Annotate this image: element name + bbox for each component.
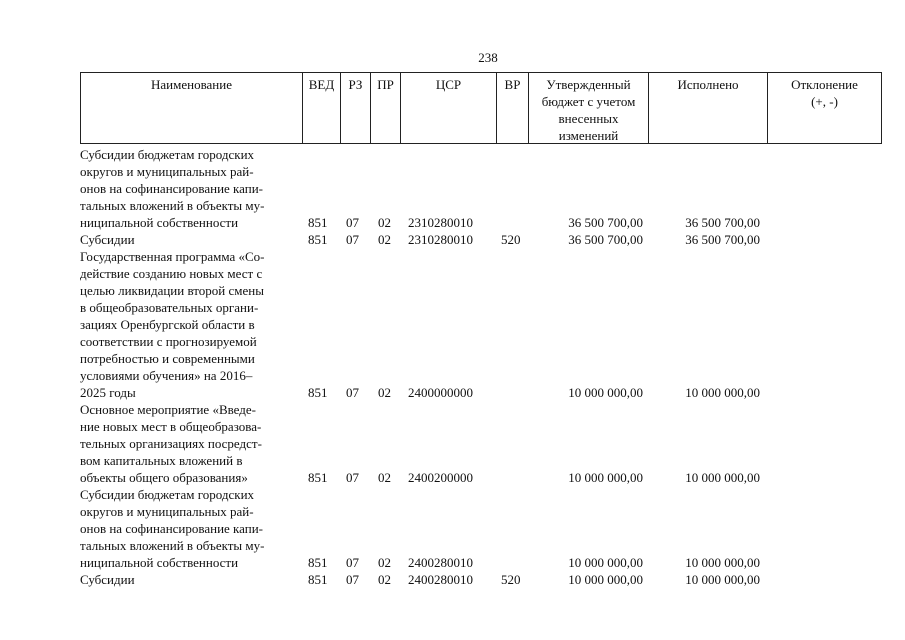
- row-pr: 02: [378, 572, 391, 587]
- row-vr: 520: [501, 572, 521, 587]
- row-csr: 2310280010: [408, 215, 473, 230]
- page-number: 238: [478, 50, 498, 65]
- header-name: Наименование: [81, 73, 303, 143]
- table-row: [80, 486, 882, 571]
- row-csr: 2400000000: [408, 385, 473, 400]
- row-pr: 02: [378, 555, 391, 570]
- row-name: Основное мероприятие «Введе- ние новых мест в общеобразова- тельных организациях посредст- вом капитальных вложений в объекты общего образования»: [80, 402, 262, 485]
- row-name: Субсидии: [80, 232, 135, 247]
- row-budget: 36 500 700,00: [568, 215, 643, 230]
- row-csr: 2400200000: [408, 470, 473, 485]
- row-rz: 07: [346, 470, 359, 485]
- row-executed: 10 000 000,00: [685, 470, 760, 485]
- row-executed: 10 000 000,00: [685, 572, 760, 587]
- row-rz: 07: [346, 555, 359, 570]
- row-csr: 2310280010: [408, 232, 473, 247]
- header-rz: РЗ: [341, 73, 371, 143]
- row-ved: 851: [308, 555, 328, 570]
- row-ved: 851: [308, 215, 328, 230]
- header-csr: ЦСР: [401, 73, 497, 143]
- header-deviation: Отклонение (+, -): [791, 77, 858, 109]
- table-row: [80, 231, 882, 248]
- row-pr: 02: [378, 470, 391, 485]
- row-name: Субсидии бюджетам городских округов и муниципальных рай- онов на софинансирование капи- тальных вложений в объекты му- ниципальной собственности: [80, 147, 265, 230]
- row-csr: 2400280010: [408, 572, 473, 587]
- row-ved: 851: [308, 572, 328, 587]
- table-row: [80, 571, 882, 588]
- row-pr: 02: [378, 385, 391, 400]
- row-ved: 851: [308, 385, 328, 400]
- row-ved: 851: [308, 232, 328, 247]
- row-budget: 10 000 000,00: [568, 385, 643, 400]
- row-rz: 07: [346, 572, 359, 587]
- header-budget: Утвержденный бюджет с учетом внесенных изменений: [529, 73, 649, 143]
- row-budget: 10 000 000,00: [568, 572, 643, 587]
- row-csr: 2400280010: [408, 555, 473, 570]
- row-budget: 10 000 000,00: [568, 555, 643, 570]
- row-executed: 10 000 000,00: [685, 385, 760, 400]
- row-vr: 520: [501, 232, 521, 247]
- row-rz: 07: [346, 215, 359, 230]
- table-row: [80, 401, 882, 486]
- row-executed: 36 500 700,00: [685, 232, 760, 247]
- row-name: Государственная программа «Со- действие созданию новых мест с целью ликвидации второй смены в общеобразовательных органи- зациях Оренбургской области в соответствии с прогнозируемой потребностью и современными условиями обучения» на 2016– 2025 годы: [80, 249, 265, 400]
- row-rz: 07: [346, 385, 359, 400]
- row-rz: 07: [346, 232, 359, 247]
- row-budget: 36 500 700,00: [568, 232, 643, 247]
- table-header: [80, 72, 882, 144]
- table-row: [80, 248, 882, 401]
- row-executed: 10 000 000,00: [685, 555, 760, 570]
- row-executed: 36 500 700,00: [685, 215, 760, 230]
- row-ved: 851: [308, 470, 328, 485]
- header-executed: Исполнено: [649, 73, 768, 143]
- row-name: Субсидии бюджетам городских округов и муниципальных рай- онов на софинансирование капи- тальных вложений в объекты му- ниципальной собственности: [80, 487, 265, 570]
- row-name: Субсидии: [80, 572, 135, 587]
- row-pr: 02: [378, 215, 391, 230]
- header-pr: ПР: [371, 73, 401, 143]
- row-budget: 10 000 000,00: [568, 470, 643, 485]
- header-ved: ВЕД: [303, 73, 341, 143]
- header-vr: ВР: [497, 73, 529, 143]
- table-row: [80, 146, 882, 231]
- row-pr: 02: [378, 232, 391, 247]
